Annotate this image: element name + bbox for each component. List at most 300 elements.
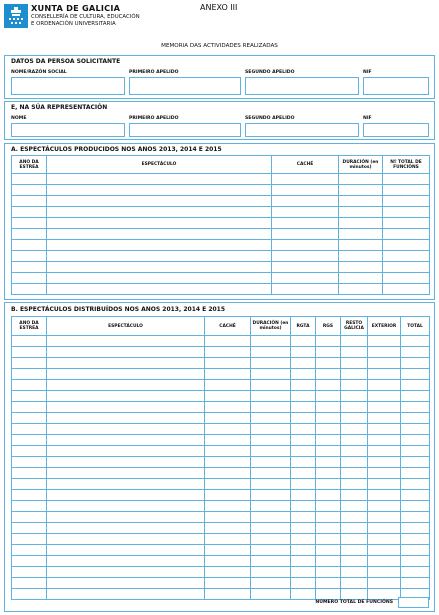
table-cell[interactable]: [291, 468, 316, 479]
section-b-title: B. ESPECTÁCULOS DISTRIBUÍDOS NOS ANOS 2013, 2014 E 2015: [11, 306, 226, 313]
col-header-show: ESPECTÁCULO: [47, 317, 205, 336]
table-cell[interactable]: [341, 567, 368, 578]
table-cell[interactable]: [272, 284, 339, 295]
table-cell[interactable]: [272, 240, 339, 251]
table-cell[interactable]: [12, 174, 47, 185]
table-cell[interactable]: [47, 534, 205, 545]
table-cell[interactable]: [12, 490, 47, 501]
applicant-first-surname-field[interactable]: [129, 77, 241, 95]
table-cell[interactable]: [251, 369, 291, 380]
table-cell[interactable]: [12, 380, 47, 391]
table-cell[interactable]: [47, 358, 205, 369]
table-cell[interactable]: [47, 185, 272, 196]
table-cell[interactable]: [339, 262, 383, 273]
col-header-show: ESPECTÁCULO: [47, 156, 272, 174]
table-cell[interactable]: [251, 413, 291, 424]
table-cell[interactable]: [401, 391, 430, 402]
applicant-first-surname-label: PRIMEIRO APELIDO: [129, 70, 179, 75]
table-cell[interactable]: [341, 523, 368, 534]
table-cell[interactable]: [205, 545, 251, 556]
table-cell[interactable]: [316, 501, 341, 512]
table-cell[interactable]: [12, 402, 47, 413]
table-row: [12, 578, 430, 589]
table-cell[interactable]: [47, 589, 205, 600]
table-cell[interactable]: [368, 567, 401, 578]
table-row: [12, 446, 430, 457]
table-cell[interactable]: [47, 207, 272, 218]
table-cell[interactable]: [383, 185, 430, 196]
total-performances-field[interactable]: [398, 597, 429, 608]
table-row: [12, 347, 430, 358]
table-cell[interactable]: [368, 523, 401, 534]
table-cell[interactable]: [205, 391, 251, 402]
table-cell[interactable]: [251, 589, 291, 600]
table-cell[interactable]: [12, 424, 47, 435]
table-cell[interactable]: [47, 435, 205, 446]
table-cell[interactable]: [251, 512, 291, 523]
table-cell[interactable]: [47, 468, 205, 479]
table-cell[interactable]: [251, 534, 291, 545]
table-cell[interactable]: [339, 207, 383, 218]
table-cell[interactable]: [316, 534, 341, 545]
table-row: [12, 490, 430, 501]
table-cell[interactable]: [316, 424, 341, 435]
table-cell[interactable]: [341, 589, 368, 600]
table-cell[interactable]: [12, 347, 47, 358]
table-cell[interactable]: [401, 457, 430, 468]
table-cell[interactable]: [291, 545, 316, 556]
table-cell[interactable]: [383, 218, 430, 229]
table-cell[interactable]: [272, 207, 339, 218]
table-row: [12, 479, 430, 490]
table-cell[interactable]: [341, 556, 368, 567]
table-cell[interactable]: [368, 336, 401, 347]
table-cell[interactable]: [205, 413, 251, 424]
table-cell[interactable]: [401, 490, 430, 501]
table-cell[interactable]: [47, 284, 272, 295]
table-cell[interactable]: [205, 501, 251, 512]
table-cell[interactable]: [291, 490, 316, 501]
table-cell[interactable]: [368, 369, 401, 380]
table-cell[interactable]: [383, 174, 430, 185]
table-cell[interactable]: [12, 240, 47, 251]
table-cell[interactable]: [368, 347, 401, 358]
table-cell[interactable]: [12, 578, 47, 589]
table-cell[interactable]: [368, 402, 401, 413]
table-cell[interactable]: [12, 218, 47, 229]
table-cell[interactable]: [401, 413, 430, 424]
table-cell[interactable]: [12, 413, 47, 424]
table-cell[interactable]: [47, 273, 272, 284]
table-cell[interactable]: [383, 207, 430, 218]
table-cell[interactable]: [47, 369, 205, 380]
table-cell[interactable]: [368, 446, 401, 457]
table-cell[interactable]: [368, 468, 401, 479]
table-cell[interactable]: [205, 479, 251, 490]
table-cell[interactable]: [251, 424, 291, 435]
table-cell[interactable]: [47, 545, 205, 556]
table-cell[interactable]: [316, 380, 341, 391]
table-cell[interactable]: [205, 369, 251, 380]
table-cell[interactable]: [291, 556, 316, 567]
table-cell[interactable]: [12, 284, 47, 295]
table-cell[interactable]: [368, 512, 401, 523]
table-cell[interactable]: [47, 391, 205, 402]
table-cell[interactable]: [205, 578, 251, 589]
table-cell[interactable]: [12, 336, 47, 347]
table-cell[interactable]: [47, 218, 272, 229]
table-cell[interactable]: [12, 523, 47, 534]
table-cell[interactable]: [401, 347, 430, 358]
table-row: [12, 229, 430, 240]
table-cell[interactable]: [341, 446, 368, 457]
table-cell[interactable]: [368, 435, 401, 446]
table-cell[interactable]: [401, 468, 430, 479]
table-cell[interactable]: [251, 567, 291, 578]
table-cell[interactable]: [272, 229, 339, 240]
table-cell[interactable]: [272, 174, 339, 185]
table-cell[interactable]: [251, 402, 291, 413]
table-row: [12, 185, 430, 196]
table-cell[interactable]: [316, 556, 341, 567]
table-cell[interactable]: [251, 523, 291, 534]
table-cell[interactable]: [291, 424, 316, 435]
table-cell[interactable]: [368, 556, 401, 567]
table-cell[interactable]: [47, 490, 205, 501]
table-cell[interactable]: [291, 457, 316, 468]
table-cell[interactable]: [383, 196, 430, 207]
table-row: [12, 545, 430, 556]
table-cell[interactable]: [341, 490, 368, 501]
representative-first-surname-label: PRIMEIRO APELIDO: [129, 116, 179, 121]
table-cell[interactable]: [205, 556, 251, 567]
table-cell[interactable]: [251, 336, 291, 347]
table-cell[interactable]: [272, 273, 339, 284]
table-cell[interactable]: [341, 424, 368, 435]
table-cell[interactable]: [272, 218, 339, 229]
table-cell[interactable]: [47, 424, 205, 435]
table-cell[interactable]: [316, 490, 341, 501]
table-cell[interactable]: [401, 556, 430, 567]
table-cell[interactable]: [316, 369, 341, 380]
table-cell[interactable]: [341, 402, 368, 413]
table-cell[interactable]: [368, 490, 401, 501]
table-cell[interactable]: [205, 402, 251, 413]
table-cell[interactable]: [316, 479, 341, 490]
table-cell[interactable]: [291, 501, 316, 512]
table-cell[interactable]: [47, 413, 205, 424]
table-cell[interactable]: [401, 523, 430, 534]
table-cell[interactable]: [251, 457, 291, 468]
table-cell[interactable]: [291, 358, 316, 369]
table-cell[interactable]: [205, 457, 251, 468]
applicant-second-surname-field[interactable]: [245, 77, 359, 95]
table-cell[interactable]: [47, 380, 205, 391]
table-cell[interactable]: [368, 358, 401, 369]
table-cell[interactable]: [291, 369, 316, 380]
table-cell[interactable]: [291, 402, 316, 413]
table-cell[interactable]: [205, 446, 251, 457]
table-cell[interactable]: [339, 273, 383, 284]
table-cell[interactable]: [12, 512, 47, 523]
table-cell[interactable]: [291, 347, 316, 358]
table-cell[interactable]: [251, 468, 291, 479]
table-cell[interactable]: [251, 446, 291, 457]
table-cell[interactable]: [339, 284, 383, 295]
table-cell[interactable]: [205, 490, 251, 501]
table-cell[interactable]: [401, 369, 430, 380]
table-cell[interactable]: [341, 468, 368, 479]
table-cell[interactable]: [205, 347, 251, 358]
table-cell[interactable]: [401, 501, 430, 512]
table-cell[interactable]: [47, 240, 272, 251]
table-cell[interactable]: [272, 185, 339, 196]
table-cell[interactable]: [341, 380, 368, 391]
table-row: [12, 336, 430, 347]
table-cell[interactable]: [12, 185, 47, 196]
table-cell[interactable]: [12, 251, 47, 262]
table-cell[interactable]: [401, 424, 430, 435]
table-cell[interactable]: [291, 578, 316, 589]
table-cell[interactable]: [401, 479, 430, 490]
table-cell[interactable]: [251, 479, 291, 490]
table-cell[interactable]: [205, 567, 251, 578]
table-cell[interactable]: [272, 196, 339, 207]
table-cell[interactable]: [383, 251, 430, 262]
table-cell[interactable]: [339, 218, 383, 229]
table-cell[interactable]: [339, 185, 383, 196]
table-cell[interactable]: [205, 435, 251, 446]
table-cell[interactable]: [251, 435, 291, 446]
table-cell[interactable]: [401, 578, 430, 589]
table-cell[interactable]: [12, 207, 47, 218]
table-cell[interactable]: [251, 545, 291, 556]
table-cell[interactable]: [291, 391, 316, 402]
table-cell[interactable]: [291, 435, 316, 446]
table-cell[interactable]: [341, 578, 368, 589]
table-cell[interactable]: [341, 391, 368, 402]
table-cell[interactable]: [12, 369, 47, 380]
table-cell[interactable]: [12, 567, 47, 578]
table-cell[interactable]: [205, 424, 251, 435]
table-cell[interactable]: [316, 446, 341, 457]
table-cell[interactable]: [401, 512, 430, 523]
table-cell[interactable]: [47, 523, 205, 534]
table-cell[interactable]: [47, 262, 272, 273]
table-cell[interactable]: [12, 262, 47, 273]
table-cell[interactable]: [316, 435, 341, 446]
table-cell[interactable]: [316, 578, 341, 589]
table-cell[interactable]: [205, 523, 251, 534]
table-row: [12, 262, 430, 273]
table-cell[interactable]: [47, 229, 272, 240]
table-cell[interactable]: [12, 589, 47, 600]
table-cell[interactable]: [339, 174, 383, 185]
table-cell[interactable]: [291, 567, 316, 578]
table-cell[interactable]: [339, 229, 383, 240]
table-cell[interactable]: [47, 336, 205, 347]
table-cell[interactable]: [383, 240, 430, 251]
table-cell[interactable]: [47, 251, 272, 262]
table-cell[interactable]: [383, 284, 430, 295]
table-cell[interactable]: [316, 589, 341, 600]
table-cell[interactable]: [401, 358, 430, 369]
table-cell[interactable]: [12, 196, 47, 207]
table-cell[interactable]: [339, 196, 383, 207]
table-cell[interactable]: [291, 523, 316, 534]
table-cell[interactable]: [401, 402, 430, 413]
table-cell[interactable]: [316, 512, 341, 523]
table-cell[interactable]: [316, 358, 341, 369]
table-cell[interactable]: [47, 446, 205, 457]
table-cell[interactable]: [401, 567, 430, 578]
table-cell[interactable]: [316, 468, 341, 479]
table-cell[interactable]: [368, 534, 401, 545]
table-cell[interactable]: [205, 336, 251, 347]
table-cell[interactable]: [47, 512, 205, 523]
table-cell[interactable]: [47, 402, 205, 413]
table-cell[interactable]: [291, 446, 316, 457]
table-cell[interactable]: [401, 336, 430, 347]
table-cell[interactable]: [251, 578, 291, 589]
table-cell[interactable]: [339, 240, 383, 251]
table-cell[interactable]: [251, 347, 291, 358]
table-cell[interactable]: [291, 512, 316, 523]
table-cell[interactable]: [341, 534, 368, 545]
table-cell[interactable]: [339, 251, 383, 262]
table-cell[interactable]: [341, 512, 368, 523]
table-cell[interactable]: [205, 534, 251, 545]
table-cell[interactable]: [316, 336, 341, 347]
table-cell[interactable]: [368, 589, 401, 600]
table-cell[interactable]: [291, 413, 316, 424]
table-cell[interactable]: [316, 567, 341, 578]
table-cell[interactable]: [291, 534, 316, 545]
table-cell[interactable]: [316, 402, 341, 413]
table-row: [12, 523, 430, 534]
table-cell[interactable]: [368, 545, 401, 556]
table-cell[interactable]: [341, 358, 368, 369]
table-cell[interactable]: [341, 413, 368, 424]
table-cell[interactable]: [47, 501, 205, 512]
col-header-premiere-year: ANO DA ESTREA: [12, 156, 47, 174]
table-cell[interactable]: [341, 369, 368, 380]
table-cell[interactable]: [47, 196, 272, 207]
table-cell[interactable]: [291, 380, 316, 391]
table-cell[interactable]: [12, 501, 47, 512]
table-cell[interactable]: [341, 435, 368, 446]
table-cell[interactable]: [251, 358, 291, 369]
applicant-nif-field[interactable]: [363, 77, 429, 95]
table-cell[interactable]: [341, 479, 368, 490]
table-cell[interactable]: [368, 479, 401, 490]
table-cell[interactable]: [272, 262, 339, 273]
table-cell[interactable]: [383, 273, 430, 284]
table-cell[interactable]: [401, 534, 430, 545]
table-cell[interactable]: [368, 457, 401, 468]
table-cell[interactable]: [12, 468, 47, 479]
representative-first-surname-field[interactable]: [129, 123, 241, 137]
table-cell[interactable]: [12, 479, 47, 490]
table-cell[interactable]: [401, 446, 430, 457]
table-cell[interactable]: [205, 380, 251, 391]
representative-second-surname-field[interactable]: [245, 123, 359, 137]
table-cell[interactable]: [12, 534, 47, 545]
table-cell[interactable]: [291, 589, 316, 600]
table-cell[interactable]: [47, 457, 205, 468]
table-cell[interactable]: [205, 468, 251, 479]
table-cell[interactable]: [251, 391, 291, 402]
table-cell[interactable]: [316, 545, 341, 556]
table-cell[interactable]: [401, 380, 430, 391]
table-cell[interactable]: [12, 358, 47, 369]
table-cell[interactable]: [383, 229, 430, 240]
table-cell[interactable]: [12, 446, 47, 457]
table-cell[interactable]: [291, 336, 316, 347]
table-cell[interactable]: [12, 556, 47, 567]
table-cell[interactable]: [251, 380, 291, 391]
table-cell[interactable]: [316, 413, 341, 424]
col-header-rgta: RGTA: [291, 317, 316, 336]
table-cell[interactable]: [316, 457, 341, 468]
applicant-name-field[interactable]: [11, 77, 125, 95]
table-cell[interactable]: [12, 545, 47, 556]
table-cell[interactable]: [401, 545, 430, 556]
table-cell[interactable]: [341, 457, 368, 468]
table-row: [12, 457, 430, 468]
representative-section-title: E, NA SÚA REPRESENTACIÓN: [11, 104, 108, 111]
table-cell[interactable]: [272, 251, 339, 262]
table-cell[interactable]: [205, 358, 251, 369]
table-cell[interactable]: [47, 567, 205, 578]
table-cell[interactable]: [12, 391, 47, 402]
table-cell[interactable]: [205, 512, 251, 523]
table-cell[interactable]: [383, 262, 430, 273]
table-cell[interactable]: [251, 490, 291, 501]
table-cell[interactable]: [12, 435, 47, 446]
representative-nif-field[interactable]: [363, 123, 429, 137]
table-cell[interactable]: [12, 229, 47, 240]
table-cell[interactable]: [341, 501, 368, 512]
table-cell[interactable]: [316, 523, 341, 534]
table-cell[interactable]: [251, 501, 291, 512]
table-cell[interactable]: [341, 545, 368, 556]
table-cell[interactable]: [47, 174, 272, 185]
representative-name-field[interactable]: [11, 123, 125, 137]
table-cell[interactable]: [12, 273, 47, 284]
table-cell[interactable]: [401, 435, 430, 446]
table-cell[interactable]: [47, 556, 205, 567]
table-cell[interactable]: [368, 424, 401, 435]
table-cell[interactable]: [251, 556, 291, 567]
table-cell[interactable]: [47, 347, 205, 358]
table-cell[interactable]: [316, 391, 341, 402]
table-cell[interactable]: [341, 347, 368, 358]
table-cell[interactable]: [368, 578, 401, 589]
table-cell[interactable]: [368, 413, 401, 424]
table-cell[interactable]: [291, 479, 316, 490]
table-cell[interactable]: [47, 479, 205, 490]
table-cell[interactable]: [368, 391, 401, 402]
table-cell[interactable]: [47, 578, 205, 589]
table-cell[interactable]: [368, 380, 401, 391]
table-cell[interactable]: [12, 457, 47, 468]
table-cell[interactable]: [205, 589, 251, 600]
table-cell[interactable]: [316, 347, 341, 358]
table-cell[interactable]: [341, 336, 368, 347]
table-cell[interactable]: [368, 501, 401, 512]
col-header-rest-galicia: RESTO GALICIA: [341, 317, 368, 336]
